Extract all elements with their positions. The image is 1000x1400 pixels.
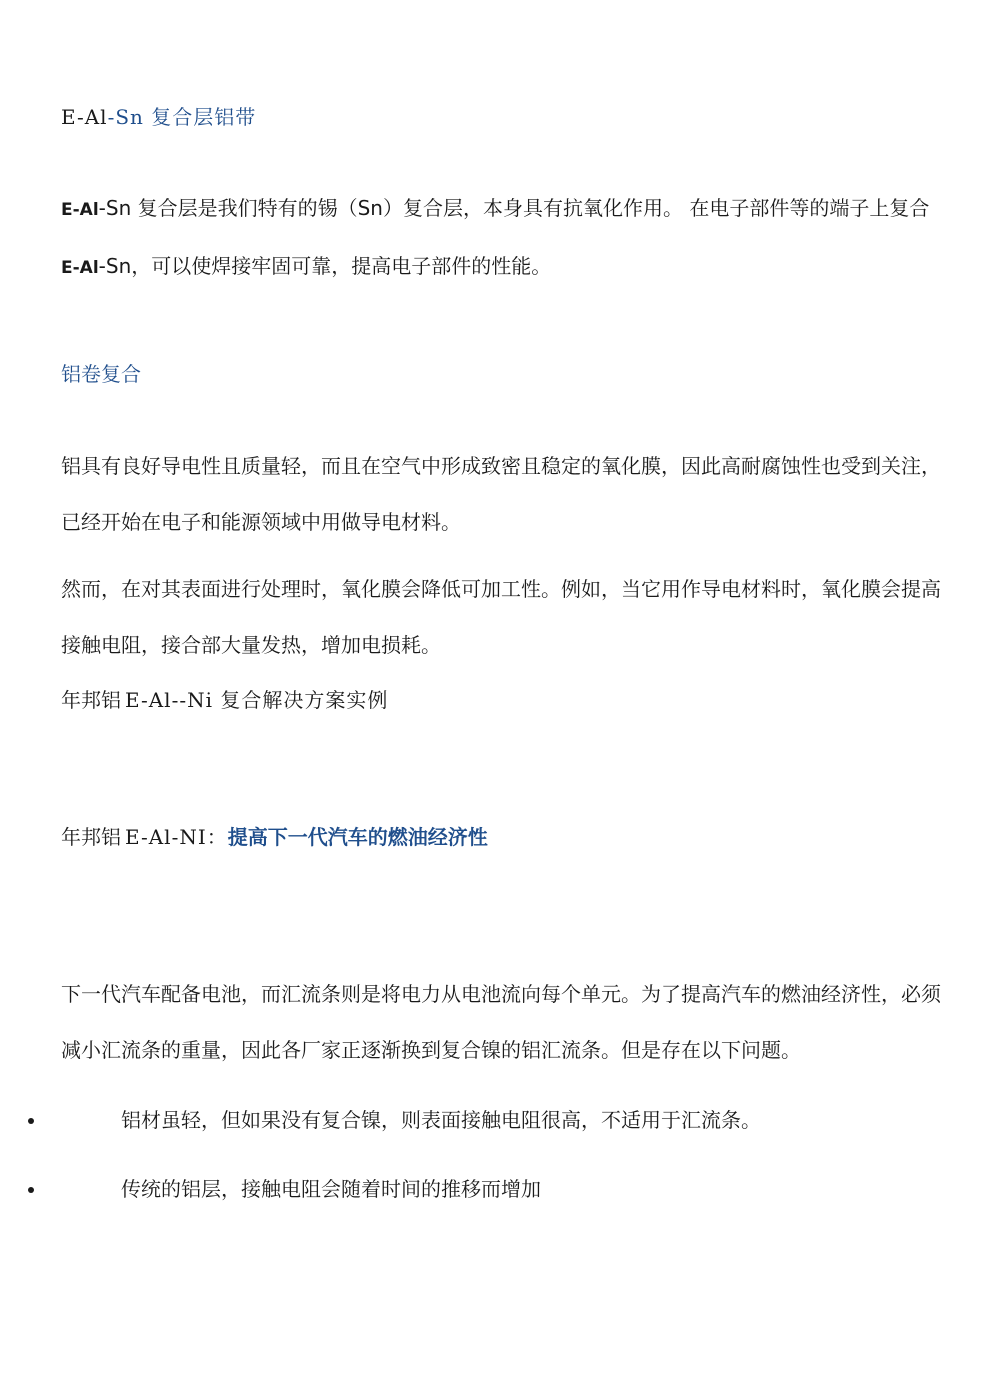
paragraph-oxide-film: 然而，在对其表面进行处理时，氧化膜会降低可加工性。例如，当它用作导电材料时，氧化膜会提高接触电阻，接合部大量发热，增加电损耗。 [61, 577, 941, 657]
paragraph-e-al-sn [61, 180, 941, 296]
bullet-icon [28, 1118, 34, 1124]
list-item-text: 传统的铝层，接触电阻会随着时间的推移而增加 [121, 1177, 541, 1201]
case-text: E-Al--Ni 复合解决方案实例 [125, 688, 389, 712]
list-item-text: 铝材虽轻，但如果没有复合镍，则表面接触电阻很高，不适用于汇流条。 [121, 1108, 761, 1132]
case-example-line [61, 686, 941, 714]
paragraph-line [61, 180, 941, 238]
paragraph-busbar: 下一代汽车配备电池，而汇流条则是将电力从电池流向每个单元。为了提高汽车的燃油经济性，必须减小汇流条的重量，因此各厂家正逐渐换到复合镍的铝汇流条。但是存在以下问题。 [61, 982, 941, 1062]
bullet-icon [28, 1187, 34, 1193]
paragraph-line [61, 238, 941, 296]
section-heading-e-al-sn [61, 103, 941, 131]
heading-code-prefix: E-Al [61, 105, 108, 129]
heading-text: -Sn 复合层铝带 [107, 105, 257, 129]
paragraph-text: -Sn，可以使焊接牢固可靠，提高电子部件的性能。 [98, 254, 552, 278]
paragraph-aluminum-properties: 铝具有良好导电性且质量轻，而且在空气中形成致密且稳定的氧化膜，因此高耐腐蚀性也受到关注，已经开始在电子和能源领域中用做导电材料。 [61, 454, 941, 534]
brand-name: 年邦铝 [61, 825, 121, 849]
bold-code: E-Al [61, 258, 99, 278]
section-heading-coil-clad: 铝卷复合 [61, 362, 141, 386]
section-heading-fuel-economy [61, 823, 941, 851]
heading-bold-text: 提高下一代汽车的燃油经济性 [227, 825, 488, 849]
product-code: E-Al-NI： [125, 825, 228, 849]
bold-code: E-Al [61, 200, 99, 220]
paragraph-text: -Sn 复合层是我们特有的锡（Sn）复合层，本身具有抗氧化作用。 在电子部件等的端子上复合 [98, 196, 930, 220]
brand-name: 年邦铝 [61, 688, 121, 712]
